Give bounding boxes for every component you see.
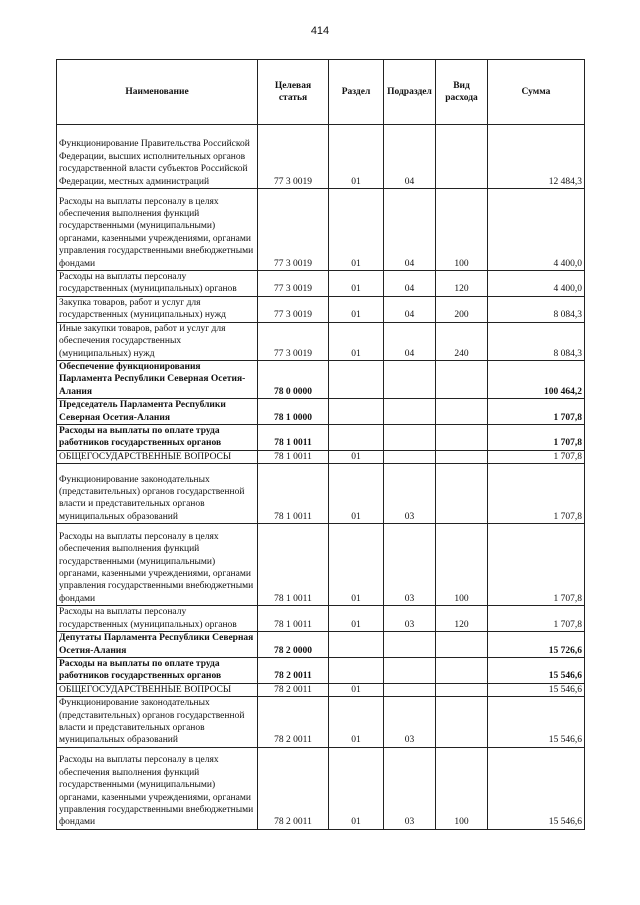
table-row <box>57 425 585 451</box>
cell-target-article: 77 3 0019 <box>258 271 329 297</box>
cell-sum: 4 400,0 <box>488 189 585 271</box>
cell-name: Обеспечение функционирования Парламента Республики Северная Осетия-Алания <box>57 361 258 399</box>
cell-expense-type: 100 <box>436 747 488 829</box>
cell-name: ОБЩЕГОСУДАРСТВЕННЫЕ ВОПРОСЫ <box>57 683 258 696</box>
cell-section: 01 <box>329 524 384 606</box>
header-subsection: Подраздел <box>384 60 436 125</box>
cell-sum: 15 546,6 <box>488 747 585 829</box>
table-row <box>57 322 585 360</box>
cell-expense-type: 240 <box>436 322 488 360</box>
header-section: Раздел <box>329 60 384 125</box>
table-row <box>57 747 585 829</box>
cell-sum: 1 707,8 <box>488 399 585 425</box>
cell-expense-type <box>436 399 488 425</box>
cell-subsection <box>384 683 436 696</box>
cell-subsection: 03 <box>384 747 436 829</box>
page-number: 414 <box>310 25 330 37</box>
cell-subsection <box>384 657 436 683</box>
cell-name: Председатель Парламента Республики Северная Осетия-Алания <box>57 399 258 425</box>
cell-target-article: 77 3 0019 <box>258 296 329 322</box>
cell-section: 01 <box>329 189 384 271</box>
header-expense-type: Вид расхода <box>436 60 488 125</box>
cell-target-article: 78 2 0011 <box>258 697 329 748</box>
cell-section: 01 <box>329 296 384 322</box>
cell-name: Функционирование законодательных (представительных) органов государственной власти и представительных органов муниципальных образований <box>57 697 258 748</box>
cell-expense-type <box>436 697 488 748</box>
cell-expense-type <box>436 450 488 463</box>
cell-section <box>329 399 384 425</box>
cell-name: Расходы на выплаты персоналу государственных (муниципальных) органов <box>57 606 258 632</box>
cell-section <box>329 657 384 683</box>
table-row <box>57 524 585 606</box>
table-row <box>57 697 585 748</box>
cell-sum: 1 707,8 <box>488 524 585 606</box>
header-target-article: Целевая статья <box>258 60 329 125</box>
cell-target-article: 78 1 0011 <box>258 606 329 632</box>
cell-section <box>329 632 384 658</box>
cell-target-article: 78 2 0000 <box>258 632 329 658</box>
cell-target-article: 78 0 0000 <box>258 361 329 399</box>
cell-subsection: 04 <box>384 322 436 360</box>
cell-expense-type: 200 <box>436 296 488 322</box>
table-row <box>57 361 585 399</box>
table-row <box>57 683 585 696</box>
table-row <box>57 606 585 632</box>
cell-target-article: 78 2 0011 <box>258 747 329 829</box>
cell-target-article: 77 3 0019 <box>258 189 329 271</box>
cell-name: Расходы на выплаты персоналу в целях обеспечения выполнения функций государственными (муниципальными) органами, казенными учреждениями, органами управления государственными внебюджетными фондами <box>57 747 258 829</box>
cell-subsection <box>384 425 436 451</box>
cell-name: ОБЩЕГОСУДАРСТВЕННЫЕ ВОПРОСЫ <box>57 450 258 463</box>
cell-sum: 100 464,2 <box>488 361 585 399</box>
cell-section: 01 <box>329 464 384 524</box>
cell-target-article: 78 1 0000 <box>258 399 329 425</box>
cell-name: Расходы на выплаты персоналу государственных (муниципальных) органов <box>57 271 258 297</box>
cell-target-article: 78 1 0011 <box>258 450 329 463</box>
cell-target-article: 78 1 0011 <box>258 425 329 451</box>
cell-expense-type <box>436 464 488 524</box>
table-row <box>57 657 585 683</box>
cell-sum: 15 546,6 <box>488 697 585 748</box>
cell-subsection: 04 <box>384 125 436 189</box>
cell-expense-type: 120 <box>436 271 488 297</box>
cell-name: Расходы на выплаты по оплате труда работников государственных органов <box>57 425 258 451</box>
table-row <box>57 464 585 524</box>
table-row <box>57 125 585 189</box>
cell-expense-type <box>436 361 488 399</box>
cell-expense-type: 100 <box>436 524 488 606</box>
cell-subsection: 03 <box>384 606 436 632</box>
cell-expense-type <box>436 632 488 658</box>
budget-table <box>56 59 585 830</box>
cell-section: 01 <box>329 271 384 297</box>
cell-target-article: 77 3 0019 <box>258 125 329 189</box>
cell-sum: 15 726,6 <box>488 632 585 658</box>
cell-subsection: 03 <box>384 524 436 606</box>
table-row <box>57 271 585 297</box>
cell-sum: 1 707,8 <box>488 425 585 451</box>
header-sum: Сумма <box>488 60 585 125</box>
cell-expense-type <box>436 125 488 189</box>
cell-name: Функционирование законодательных (представительных) органов государственной власти и представительных органов муниципальных образований <box>57 464 258 524</box>
cell-expense-type: 100 <box>436 189 488 271</box>
cell-name: Расходы на выплаты по оплате труда работников государственных органов <box>57 657 258 683</box>
cell-expense-type <box>436 683 488 696</box>
cell-sum: 8 084,3 <box>488 296 585 322</box>
cell-expense-type <box>436 657 488 683</box>
cell-section: 01 <box>329 125 384 189</box>
cell-name: Расходы на выплаты персоналу в целях обеспечения выполнения функций государственными (муниципальными) органами, казенными учреждениями, органами управления государственными внебюджетными фондами <box>57 524 258 606</box>
cell-subsection <box>384 399 436 425</box>
cell-section: 01 <box>329 683 384 696</box>
table-header-row <box>57 60 585 125</box>
table-row <box>57 632 585 658</box>
cell-name: Функционирование Правительства Российской Федерации, высших исполнительных органов государственной власти субъектов Российской Федерации, местных администраций <box>57 125 258 189</box>
cell-sum: 4 400,0 <box>488 271 585 297</box>
cell-section: 01 <box>329 697 384 748</box>
cell-subsection: 04 <box>384 189 436 271</box>
table-row <box>57 296 585 322</box>
cell-name: Депутаты Парламента Республики Северная Осетия-Алания <box>57 632 258 658</box>
cell-target-article: 78 2 0011 <box>258 683 329 696</box>
cell-subsection: 04 <box>384 296 436 322</box>
cell-target-article: 78 2 0011 <box>258 657 329 683</box>
cell-section: 01 <box>329 450 384 463</box>
header-name: Наименование <box>57 60 258 125</box>
cell-section: 01 <box>329 606 384 632</box>
cell-sum: 1 707,8 <box>488 450 585 463</box>
cell-subsection <box>384 361 436 399</box>
cell-subsection: 04 <box>384 271 436 297</box>
cell-name: Закупка товаров, работ и услуг для государственных (муниципальных) нужд <box>57 296 258 322</box>
cell-target-article: 78 1 0011 <box>258 464 329 524</box>
cell-sum: 8 084,3 <box>488 322 585 360</box>
cell-name: Иные закупки товаров, работ и услуг для обеспечения государственных (муниципальных) нужд <box>57 322 258 360</box>
cell-subsection: 03 <box>384 464 436 524</box>
cell-expense-type: 120 <box>436 606 488 632</box>
table-row <box>57 189 585 271</box>
cell-target-article: 77 3 0019 <box>258 322 329 360</box>
cell-section: 01 <box>329 747 384 829</box>
cell-sum: 12 484,3 <box>488 125 585 189</box>
cell-target-article: 78 1 0011 <box>258 524 329 606</box>
cell-expense-type <box>436 425 488 451</box>
cell-section: 01 <box>329 322 384 360</box>
cell-subsection <box>384 450 436 463</box>
table-row <box>57 450 585 463</box>
cell-sum: 15 546,6 <box>488 683 585 696</box>
table-row <box>57 399 585 425</box>
cell-subsection <box>384 632 436 658</box>
cell-sum: 1 707,8 <box>488 606 585 632</box>
cell-subsection: 03 <box>384 697 436 748</box>
cell-name: Расходы на выплаты персоналу в целях обеспечения выполнения функций государственными (муниципальными) органами, казенными учреждениями, органами управления государственными внебюджетными фондами <box>57 189 258 271</box>
cell-sum: 15 546,6 <box>488 657 585 683</box>
cell-section <box>329 425 384 451</box>
cell-section <box>329 361 384 399</box>
cell-sum: 1 707,8 <box>488 464 585 524</box>
